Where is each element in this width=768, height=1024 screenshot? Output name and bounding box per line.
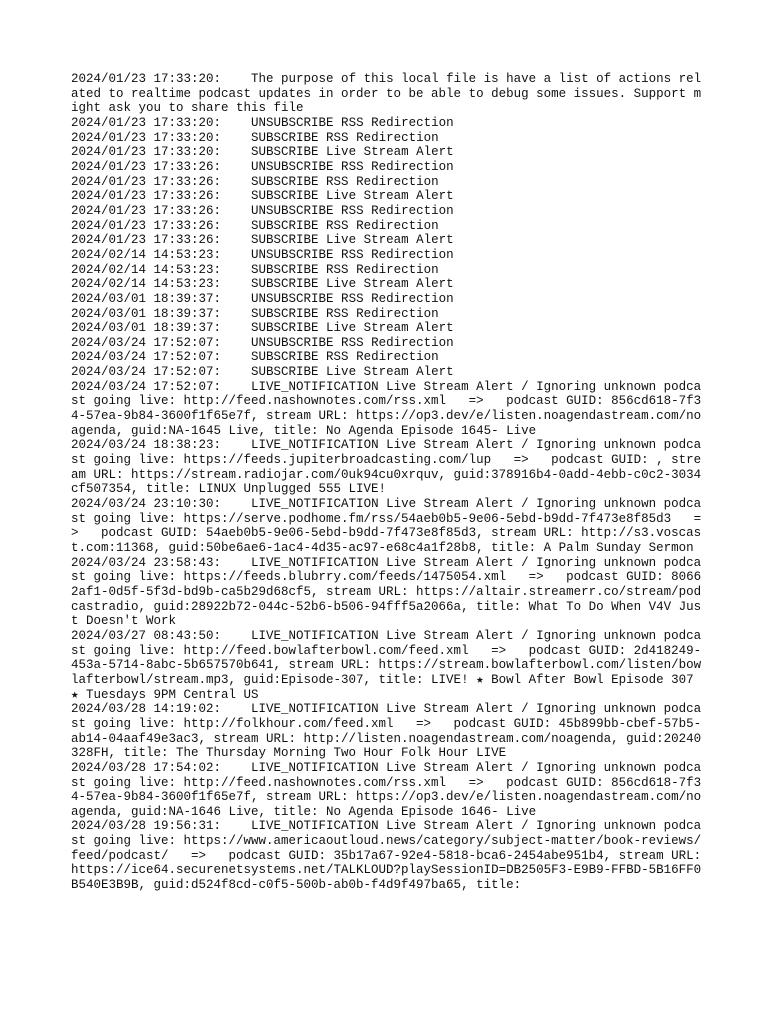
log-message: LIVE_NOTIFICATION Live Stream Alert / Ignoring unknown podcast going live: http://feed.bowlafterbowl.com/feed.xml => podcast GUID: 2d418249-453a-5714-8abc-5b657570b641, stream URL: https://stream.bowlafterbowl.com/listen/bowlafterbowl/stream.mp3, guid:Episode-307, title: LIVE! ★ Bowl After Bowl Episode 307 ★ Tuesdays 9PM Central US (71, 628, 702, 702)
log-timestamp: 2024/03/01 18:39:37: (71, 321, 222, 336)
log-entry (71, 248, 703, 263)
log-entry (71, 556, 703, 629)
log-timestamp: 2024/03/27 08:43:50: (71, 628, 222, 643)
log-timestamp: 2024/03/24 17:52:07: (71, 335, 222, 350)
log-timestamp: 2024/03/24 23:58:43: (71, 555, 222, 570)
log-message: UNSUBSCRIBE RSS Redirection (251, 203, 454, 218)
log-message: SUBSCRIBE Live Stream Alert (251, 277, 454, 292)
log-timestamp: 2024/01/23 17:33:26: (71, 189, 222, 204)
log-message: UNSUBSCRIBE RSS Redirection (251, 247, 454, 262)
log-timestamp: 2024/03/01 18:39:37: (71, 291, 222, 306)
log-message: SUBSCRIBE Live Stream Alert (251, 365, 454, 380)
log-message: SUBSCRIBE Live Stream Alert (251, 233, 454, 248)
log-entry (71, 277, 703, 292)
log-text (71, 72, 709, 893)
log-timestamp: 2024/01/23 17:33:26: (71, 159, 222, 174)
log-message: SUBSCRIBE RSS Redirection (251, 350, 439, 365)
log-message: UNSUBSCRIBE RSS Redirection (251, 335, 454, 350)
log-message: LIVE_NOTIFICATION Live Stream Alert / Ignoring unknown podcast going live: https://feeds.blubrry.com/feeds/1475054.xml => podcast GUID: 80662af1-0d5f-5f3d-bd9b-ca5b29d68cf5, stream URL: https://altair.streamerr.co/stream/podcastradio, guid:28922b72-044c-52b6-b506-94fff5a2066a, title: What To Do When V4V Just Doesn't Work (71, 555, 702, 629)
log-message: The purpose of this local file is have a list of actions related to realtime podcast updates in order to be able to debug some issues. Support might ask you to share this file (71, 72, 702, 116)
log-entry (71, 292, 703, 307)
log-timestamp: 2024/02/14 14:53:23: (71, 247, 222, 262)
log-message: LIVE_NOTIFICATION Live Stream Alert / Ignoring unknown podcast going live: https://feeds.jupiterbroadcasting.com/lup => podcast GUID: , stream URL: https://stream.radiojar.com/0uk94cu0xrquv, guid:378916b4-0add-4ebb-c0c2-3034cf507354, title: LINUX Unplugged 555 LIVE! (71, 438, 702, 497)
log-entry (71, 219, 703, 234)
log-entry (71, 307, 703, 322)
log-message: SUBSCRIBE RSS Redirection (251, 130, 439, 145)
log-timestamp: 2024/01/23 17:33:26: (71, 218, 222, 233)
log-timestamp: 2024/03/24 17:52:07: (71, 365, 222, 380)
log-timestamp: 2024/03/28 19:56:31: (71, 819, 222, 834)
log-entry (71, 145, 703, 160)
log-timestamp: 2024/03/24 17:52:07: (71, 379, 222, 394)
log-entry (71, 116, 703, 131)
log-message: LIVE_NOTIFICATION Live Stream Alert / Ignoring unknown podcast going live: https://www.americaoutloud.news/category/subject-matter/book-reviews/feed/podcast/ => podcast GUID: 35b17a67-92e4-5818-bca6-2454abe951b4, stream URL: https://ice64.securenetsystems.net/TALKLOUD?playSessionID=DB2505F3-E9B9-FFBD-5B16FF0B540E3B9B, guid:d524f8cd-c0f5-500b-ab0b-f4d9f497ba65, title: (71, 819, 709, 893)
log-message: LIVE_NOTIFICATION Live Stream Alert / Ignoring unknown podcast going live: http://folkhour.com/feed.xml => podcast GUID: 45b899bb-cbef-57b5-ab14-04aaf49e3ac3, stream URL: http://listen.noagendastream.com/noagenda, guid:20240328FH, title: The Thursday Morning Two Hour Folk Hour LIVE (71, 702, 702, 761)
log-message: LIVE_NOTIFICATION Live Stream Alert / Ignoring unknown podcast going live: https://serve.podhome.fm/rss/54aeb0b5-9e06-5ebd-b9dd-7f473e8f85d3 => podcast GUID: 54aeb0b5-9e06-5ebd-b9dd-7f473e8f85d3, stream URL: http://s3.voscast.com:11368, guid:50be6ae6-1ac4-4d35-ac97-e68c4a1f28b8, title: A Palm Sunday Sermon (71, 497, 702, 555)
log-timestamp: 2024/03/01 18:39:37: (71, 306, 222, 321)
log-entry (71, 321, 703, 336)
log-entry (71, 204, 703, 219)
log-entry (71, 380, 703, 439)
log-entry (71, 702, 703, 761)
log-timestamp: 2024/02/14 14:53:23: (71, 277, 222, 292)
log-timestamp: 2024/03/24 23:10:30: (71, 497, 222, 512)
log-entry (71, 350, 703, 365)
log-entry (71, 160, 703, 175)
log-entry (71, 819, 709, 893)
log-entry (71, 761, 703, 820)
log-timestamp: 2024/01/23 17:33:20: (71, 145, 222, 160)
log-timestamp: 2024/01/23 17:33:20: (71, 72, 222, 86)
log-message: SUBSCRIBE RSS Redirection (251, 262, 439, 277)
log-entry (71, 189, 703, 204)
log-entry (71, 365, 703, 380)
log-message: SUBSCRIBE Live Stream Alert (251, 145, 454, 160)
log-message: UNSUBSCRIBE RSS Redirection (251, 159, 454, 174)
log-entry (71, 263, 703, 278)
log-timestamp: 2024/03/28 14:19:02: (71, 702, 222, 717)
log-timestamp: 2024/01/23 17:33:26: (71, 174, 222, 189)
log-timestamp: 2024/03/24 18:38:23: (71, 438, 222, 453)
log-entry (71, 131, 703, 146)
log-entry (71, 175, 703, 190)
log-message: LIVE_NOTIFICATION Live Stream Alert / Ignoring unknown podcast going live: http://feed.nashownotes.com/rss.xml => podcast GUID: 856cd618-7f34-57ea-9b84-3600f1f65e7f, stream URL: https://op3.dev/e/listen.noagendastream.com/noagenda, guid:NA-1645 Live, title: No Agenda Episode 1645- Live (71, 379, 702, 438)
log-message: SUBSCRIBE RSS Redirection (251, 306, 439, 321)
log-message: SUBSCRIBE Live Stream Alert (251, 321, 454, 336)
log-timestamp: 2024/01/23 17:33:26: (71, 203, 222, 218)
log-message: SUBSCRIBE Live Stream Alert (251, 189, 454, 204)
log-message: LIVE_NOTIFICATION Live Stream Alert / Ignoring unknown podcast going live: http://feed.nashownotes.com/rss.xml => podcast GUID: 856cd618-7f34-57ea-9b84-3600f1f65e7f, stream URL: https://op3.dev/e/listen.noagendastream.com/noagenda, guid:NA-1646 Live, title: No Agenda Episode 1646- Live (71, 760, 702, 819)
log-timestamp: 2024/01/23 17:33:20: (71, 130, 222, 145)
log-message: UNSUBSCRIBE RSS Redirection (251, 115, 454, 130)
log-entry (71, 438, 703, 497)
log-entry (71, 336, 703, 351)
log-entry (71, 629, 703, 702)
log-timestamp: 2024/02/14 14:53:23: (71, 262, 222, 277)
log-entry (71, 233, 703, 248)
log-message: UNSUBSCRIBE RSS Redirection (251, 291, 454, 306)
log-timestamp: 2024/03/24 17:52:07: (71, 350, 222, 365)
log-entry (71, 72, 703, 116)
log-message: SUBSCRIBE RSS Redirection (251, 218, 439, 233)
log-entry (71, 497, 703, 556)
log-timestamp: 2024/03/28 17:54:02: (71, 760, 222, 775)
log-timestamp: 2024/01/23 17:33:20: (71, 115, 222, 130)
log-timestamp: 2024/01/23 17:33:26: (71, 233, 222, 248)
log-message: SUBSCRIBE RSS Redirection (251, 174, 439, 189)
